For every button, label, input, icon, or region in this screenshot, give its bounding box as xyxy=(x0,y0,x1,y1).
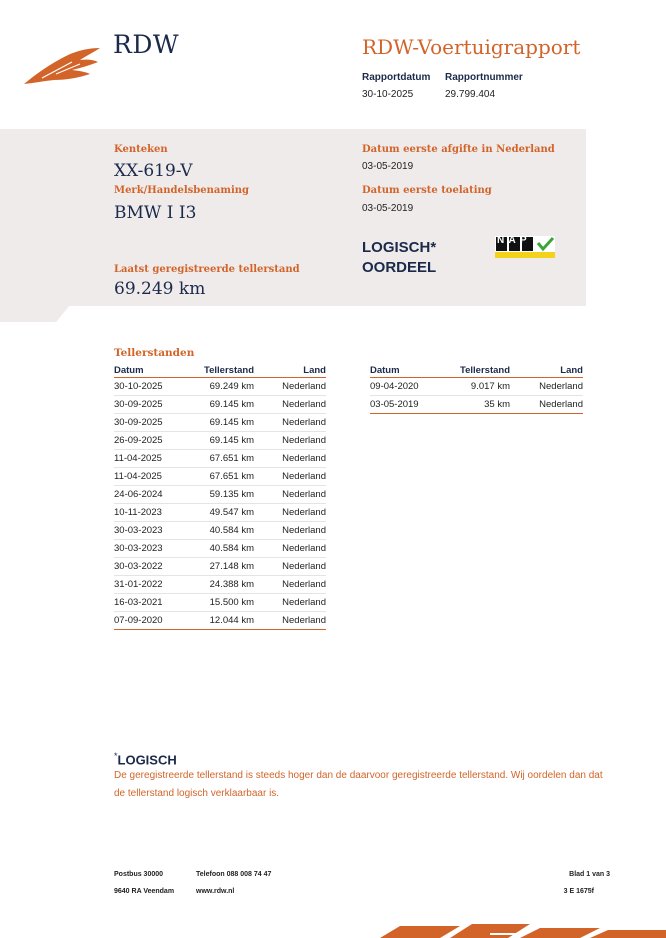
footer-telefoon: Telefoon 088 008 74 47 xyxy=(196,871,272,878)
cell-land: Nederland xyxy=(254,396,326,414)
footer-doc-code: 3 E 1675f xyxy=(563,888,594,895)
table-header-row xyxy=(114,363,326,378)
note-heading-text: LOGISCH xyxy=(117,752,177,768)
oordeel-line1: LOGISCH* xyxy=(362,239,437,256)
cell-land: Nederland xyxy=(254,594,326,612)
col-header-tellerstand: Tellerstand xyxy=(186,363,254,378)
cell-datum: 30-03-2022 xyxy=(114,558,186,576)
table-row xyxy=(114,450,326,468)
cell-datum: 30-03-2023 xyxy=(114,522,186,540)
cell-tellerstand: 49.547 km xyxy=(186,504,254,522)
cell-land: Nederland xyxy=(510,396,583,414)
rapportdatum-value: 30-10-2025 xyxy=(362,89,414,100)
cell-datum: 30-10-2025 xyxy=(114,378,186,396)
col-header-datum: Datum xyxy=(114,363,186,378)
tellerstanden-table-left xyxy=(114,363,326,630)
table-row xyxy=(114,522,326,540)
table-row xyxy=(114,432,326,450)
rapportdatum-label: Rapportdatum xyxy=(362,72,431,83)
cell-datum: 11-04-2025 xyxy=(114,450,186,468)
cell-datum: 03-05-2019 xyxy=(370,396,442,414)
cell-land: Nederland xyxy=(254,504,326,522)
table-row xyxy=(370,378,583,396)
decorative-stripes xyxy=(380,920,666,938)
cell-tellerstand: 69.145 km xyxy=(186,396,254,414)
cell-datum: 31-01-2022 xyxy=(114,576,186,594)
cell-tellerstand: 40.584 km xyxy=(186,540,254,558)
merk-label: Merk/Handelsbenaming xyxy=(114,185,250,196)
rapportnummer-value: 29.799.404 xyxy=(445,89,496,100)
table-row xyxy=(370,396,583,414)
oordeel-text xyxy=(362,238,436,278)
cell-land: Nederland xyxy=(254,414,326,432)
table-row xyxy=(114,468,326,486)
cell-datum: 09-04-2020 xyxy=(370,378,442,396)
table-row xyxy=(114,486,326,504)
stand-label: Laatst geregistreerde tellerstand xyxy=(114,264,300,275)
cell-tellerstand: 69.145 km xyxy=(186,432,254,450)
report-title: RDW-Voertuigrapport xyxy=(362,35,581,59)
cell-tellerstand: 12.044 km xyxy=(186,612,254,630)
vehicle-summary-band xyxy=(0,129,586,306)
table-row xyxy=(114,558,326,576)
col-header-land: Land xyxy=(254,363,326,378)
cell-datum: 16-03-2021 xyxy=(114,594,186,612)
cell-datum: 24-06-2024 xyxy=(114,486,186,504)
kenteken-label: Kenteken xyxy=(114,144,168,155)
rapportnummer-label: Rapportnummer xyxy=(445,72,523,83)
cell-land: Nederland xyxy=(254,576,326,594)
rdw-logo-text: RDW xyxy=(113,30,180,59)
table-row xyxy=(114,378,326,396)
cell-tellerstand: 59.135 km xyxy=(186,486,254,504)
cell-land: Nederland xyxy=(254,378,326,396)
stand-value: 69.249 km xyxy=(114,279,206,299)
table-row xyxy=(114,414,326,432)
cell-tellerstand: 67.651 km xyxy=(186,468,254,486)
cell-tellerstand: 35 km xyxy=(442,396,510,414)
kenteken-value: XX-619-V xyxy=(114,161,193,181)
cell-land: Nederland xyxy=(254,486,326,504)
table-row xyxy=(114,540,326,558)
cell-land: Nederland xyxy=(254,432,326,450)
table-row xyxy=(114,576,326,594)
cell-datum: 26-09-2025 xyxy=(114,432,186,450)
oordeel-line2: OORDEEL xyxy=(362,259,437,276)
tellerstanden-title: Tellerstanden xyxy=(114,347,195,359)
footer-postcode: 9640 RA Veendam xyxy=(114,888,175,895)
cell-datum: 30-09-2025 xyxy=(114,414,186,432)
cell-land: Nederland xyxy=(254,468,326,486)
note-heading xyxy=(114,751,177,767)
nap-text: NAP xyxy=(497,235,532,246)
footer-website[interactable]: www.rdw.nl xyxy=(196,888,235,895)
cell-datum: 07-09-2020 xyxy=(114,612,186,630)
cell-datum: 11-04-2025 xyxy=(114,468,186,486)
table-row xyxy=(114,396,326,414)
cell-tellerstand: 9.017 km xyxy=(442,378,510,396)
merk-value: BMW I I3 xyxy=(114,203,197,223)
tellerstanden-table-right xyxy=(370,363,583,414)
cell-tellerstand: 69.249 km xyxy=(186,378,254,396)
toelating-value: 03-05-2019 xyxy=(362,203,414,214)
cell-land: Nederland xyxy=(254,450,326,468)
cell-land: Nederland xyxy=(254,612,326,630)
col-header-datum: Datum xyxy=(370,363,442,378)
footer-page-number: Blad 1 van 3 xyxy=(569,871,610,878)
table-row xyxy=(114,504,326,522)
cell-tellerstand: 15.500 km xyxy=(186,594,254,612)
afgifte-label: Datum eerste afgifte in Nederland xyxy=(362,144,555,155)
table-row xyxy=(114,612,326,630)
cell-datum: 10-11-2023 xyxy=(114,504,186,522)
col-header-tellerstand: Tellerstand xyxy=(442,363,510,378)
toelating-label: Datum eerste toelating xyxy=(362,185,492,196)
cell-tellerstand: 40.584 km xyxy=(186,522,254,540)
cell-land: Nederland xyxy=(254,540,326,558)
cell-tellerstand: 69.145 km xyxy=(186,414,254,432)
note-body: De geregistreerde tellerstand is steeds hoger dan de daarvoor geregistreerde tellerstand. Wij oordelen dan dat de tellerstand logisch verklaarbaar is. xyxy=(114,770,603,799)
cell-tellerstand: 27.148 km xyxy=(186,558,254,576)
cell-tellerstand: 67.651 km xyxy=(186,450,254,468)
cell-datum: 30-09-2025 xyxy=(114,396,186,414)
afgifte-value: 03-05-2019 xyxy=(362,161,414,172)
cell-land: Nederland xyxy=(510,378,583,396)
cell-land: Nederland xyxy=(254,522,326,540)
rdw-feather-logo xyxy=(22,44,102,88)
table-header-row xyxy=(370,363,583,378)
note-asterisk: * xyxy=(114,751,118,761)
cell-land: Nederland xyxy=(254,558,326,576)
band-corner-shape xyxy=(0,305,70,323)
table-row xyxy=(114,594,326,612)
cell-datum: 30-03-2023 xyxy=(114,540,186,558)
col-header-land: Land xyxy=(510,363,583,378)
footer-postbus: Postbus 30000 xyxy=(114,871,164,878)
cell-tellerstand: 24.388 km xyxy=(186,576,254,594)
